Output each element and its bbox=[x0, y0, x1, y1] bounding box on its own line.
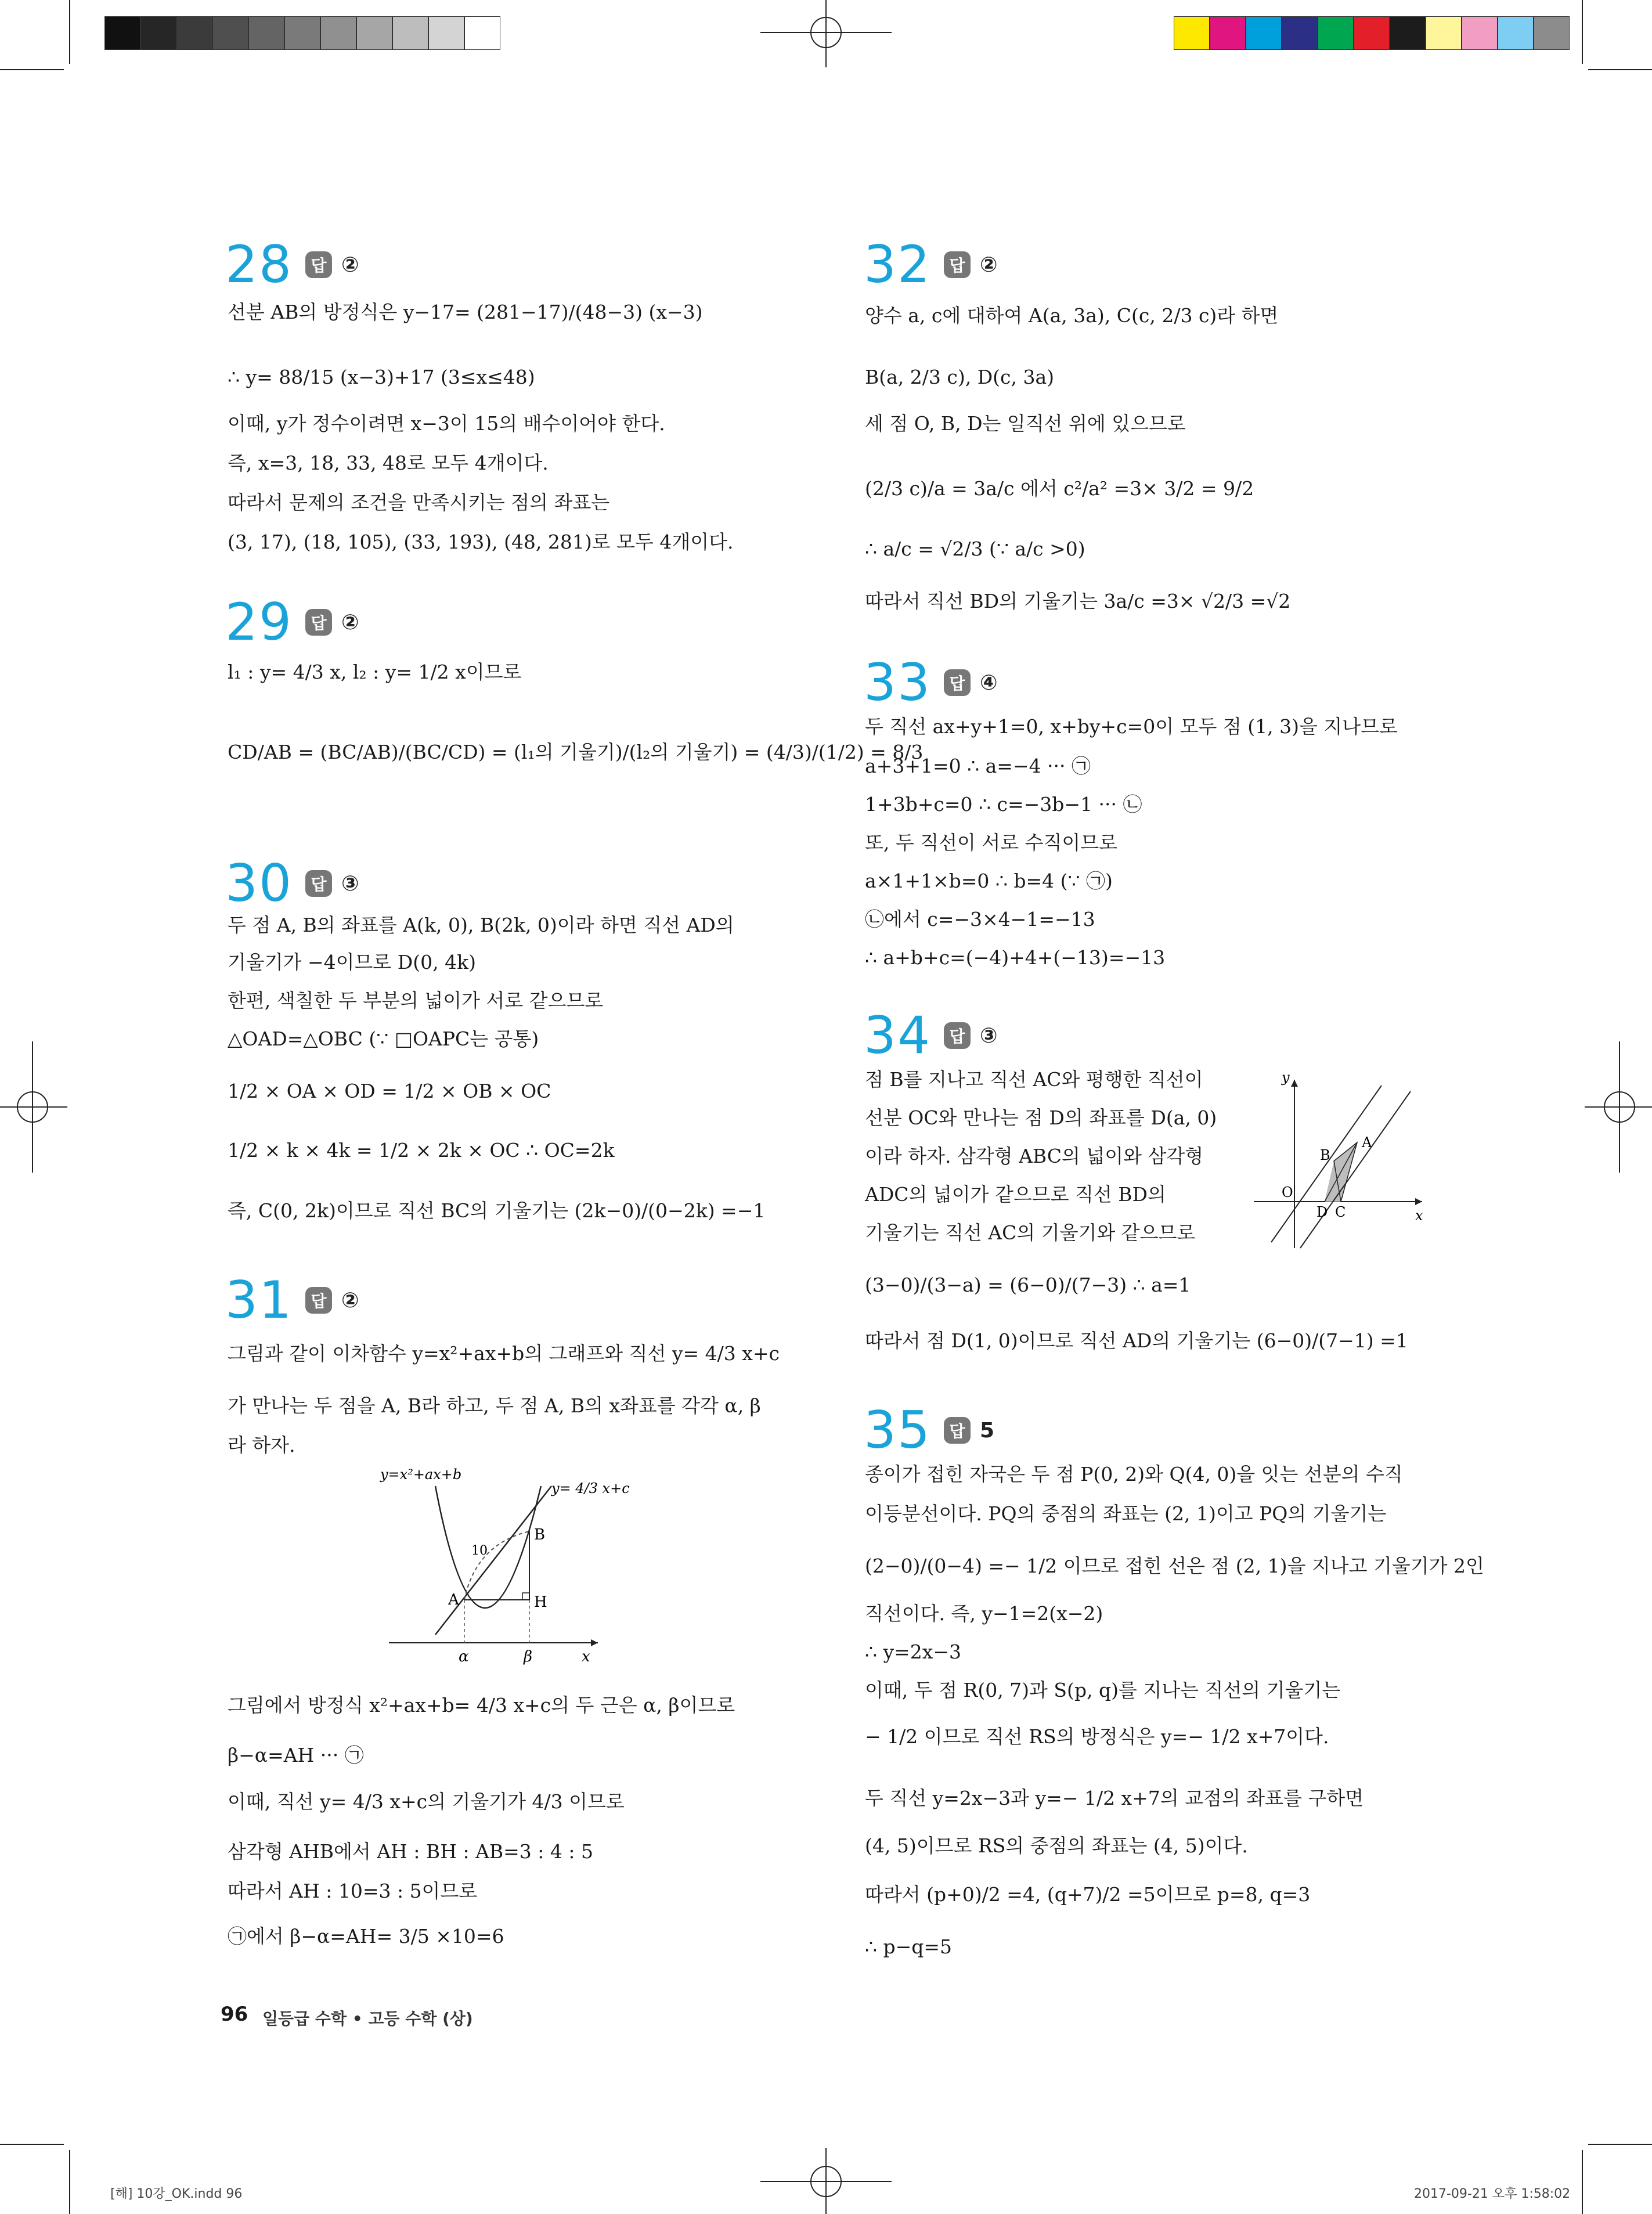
q33-line-2: a+3+1=0 ∴ a=−4 ··· ㉠ bbox=[865, 755, 1091, 777]
book-title: 일등급 수학 • 고등 수학 (상) bbox=[262, 2009, 473, 2028]
question-35-header bbox=[864, 1400, 995, 1460]
q35-line-10: 따라서 (p+0)/2 =4, (q+7)/2 =5이므로 p=8, q=3 bbox=[865, 1883, 1311, 1906]
question-29-header bbox=[225, 592, 359, 652]
q33-line-1: 두 직선 ax+y+1=0, x+by+c=0이 모두 점 (1, 3)을 지나므로 bbox=[865, 715, 1398, 738]
q31-line-8: 따라서 AH : 10=3 : 5이므로 bbox=[228, 1880, 478, 1902]
answer-badge: 답 bbox=[305, 251, 332, 278]
question-number: 30 bbox=[225, 853, 293, 913]
q31-line-2: 가 만나는 두 점을 A, B라 하고, 두 점 A, B의 x좌표를 각각 α, β bbox=[228, 1394, 761, 1417]
point-D-label: D bbox=[1316, 1204, 1328, 1220]
q35-line-11: ∴ p−q=5 bbox=[865, 1935, 953, 1958]
q32-line-2: B(a, 2/3 c), D(c, 3a) bbox=[865, 366, 1055, 388]
question-34-header bbox=[864, 1005, 998, 1065]
line-AC bbox=[1300, 1091, 1411, 1248]
q35-line-3: (2−0)/(0−4) =− 1/2 이므로 접힌 선은 점 (2, 1)을 지나고 기울기가 2인 bbox=[865, 1555, 1484, 1577]
q35-line-9: (4, 5)이므로 RS의 중점의 좌표는 (4, 5)이다. bbox=[865, 1834, 1248, 1857]
q35-line-2: 이등분선이다. PQ의 중점의 좌표는 (2, 1)이고 PQ의 기울기는 bbox=[865, 1502, 1387, 1525]
answer-badge: 답 bbox=[305, 609, 332, 636]
q35-line-4: 직선이다. 즉, y−1=2(x−2) bbox=[865, 1602, 1103, 1625]
answer-badge: 답 bbox=[944, 669, 971, 696]
registration-mark-top bbox=[760, 0, 892, 67]
q33-line-7: ∴ a+b+c=(−4)+4+(−13)=−13 bbox=[865, 946, 1166, 969]
point-C-label: C bbox=[1335, 1204, 1346, 1220]
question-number: 29 bbox=[225, 592, 293, 652]
parabola-curve bbox=[435, 1486, 541, 1608]
q34-line-3: 이라 하자. 삼각형 ABC의 넓이와 삼각형 bbox=[865, 1145, 1204, 1167]
answer-badge: 답 bbox=[305, 1287, 332, 1314]
question-number: 35 bbox=[864, 1400, 931, 1460]
answer-value: ② bbox=[979, 253, 998, 277]
question-30-header bbox=[225, 853, 359, 913]
q35-line-7: − 1/2 이므로 직선 RS의 방정식은 y=− 1/2 x+7이다. bbox=[865, 1725, 1329, 1748]
q30-line-2: 기울기가 −4이므로 D(0, 4k) bbox=[228, 951, 476, 973]
q30-line-3: 한편, 색칠한 두 부분의 넓이가 서로 같으므로 bbox=[228, 989, 604, 1012]
point-H-label: H bbox=[534, 1593, 547, 1611]
answer-value: ② bbox=[341, 1288, 359, 1312]
question-number: 34 bbox=[864, 1005, 931, 1065]
registration-mark-bottom bbox=[760, 2148, 892, 2214]
answer-value: 5 bbox=[979, 1418, 995, 1443]
q31-line-5: β−α=AH ··· ㉠ bbox=[228, 1744, 364, 1766]
q31-parabola-line-figure bbox=[377, 1463, 630, 1672]
question-31-header bbox=[225, 1270, 359, 1330]
alpha-label: α bbox=[459, 1648, 469, 1665]
question-32-header bbox=[864, 235, 998, 294]
question-number: 28 bbox=[225, 235, 293, 294]
q34-line-6: (3−0)/(3−a) = (6−0)/(7−3) ∴ a=1 bbox=[865, 1274, 1191, 1296]
registration-mark-right bbox=[1585, 1041, 1652, 1173]
q29-line-2: CD/AB = (BC/AB)/(BC/CD) = (l₁의 기울기)/(l₂의 기울기) = (4/3)/(1/2) = 8/3 bbox=[228, 741, 924, 763]
answer-value: ② bbox=[341, 610, 359, 634]
q31-line-9: ㉠에서 β−α=AH= 3/5 ×10=6 bbox=[228, 1925, 504, 1948]
q34-line-4: ADC의 넓이가 같으므로 직선 BD의 bbox=[865, 1183, 1166, 1206]
answer-value: ③ bbox=[979, 1023, 998, 1048]
q32-line-5: ∴ a/c = √2/3 (∵ a/c >0) bbox=[865, 538, 1085, 560]
q35-line-1: 종이가 접힌 자국은 두 점 P(0, 2)와 Q(4, 0)을 잇는 선분의 수직 bbox=[865, 1463, 1403, 1485]
q33-line-4: 또, 두 직선이 서로 수직이므로 bbox=[865, 831, 1117, 854]
q28-line-2: ∴ y= 88/15 (x−3)+17 (3≤x≤48) bbox=[228, 366, 535, 388]
q30-line-6: 1/2 × k × 4k = 1/2 × 2k × OC ∴ OC=2k bbox=[228, 1139, 615, 1162]
question-number: 31 bbox=[225, 1270, 293, 1330]
answer-badge: 답 bbox=[944, 251, 971, 278]
q34-line-7: 따라서 점 D(1, 0)이므로 직선 AD의 기울기는 (6−0)/(7−1) =1 bbox=[865, 1329, 1408, 1352]
x-axis-label: x bbox=[1415, 1207, 1423, 1224]
q29-line-1: l₁ : y= 4/3 x, l₂ : y= 1/2 x이므로 bbox=[228, 661, 522, 683]
y-axis-arrow bbox=[1291, 1080, 1298, 1087]
origin-label: O bbox=[1282, 1184, 1293, 1200]
q32-line-6: 따라서 직선 BD의 기울기는 3a/c =3× √2/3 =√2 bbox=[865, 590, 1291, 612]
q30-line-1: 두 점 A, B의 좌표를 A(k, 0), B(2k, 0)이라 하면 직선 AD의 bbox=[228, 914, 734, 936]
q33-line-3: 1+3b+c=0 ∴ c=−3b−1 ··· ㉡ bbox=[865, 793, 1142, 816]
q28-line-1: 선분 AB의 방정식은 y−17= (281−17)/(48−3) (x−3) bbox=[228, 301, 703, 323]
q31-line-6: 이때, 직선 y= 4/3 x+c의 기울기가 4/3 이므로 bbox=[228, 1790, 625, 1813]
point-A-label: A bbox=[1362, 1134, 1372, 1151]
question-number: 33 bbox=[864, 652, 931, 712]
file-label: [해] 10강_OK.indd 96 bbox=[110, 2187, 243, 2201]
q35-line-8: 두 직선 y=2x−3과 y=− 1/2 x+7의 교점의 좌표를 구하면 bbox=[865, 1787, 1364, 1809]
question-28-header bbox=[225, 235, 359, 294]
q32-line-3: 세 점 O, B, D는 일직선 위에 있으므로 bbox=[865, 412, 1186, 435]
q32-line-4: (2/3 c)/a = 3a/c 에서 c²/a² =3× 3/2 = 9/2 bbox=[865, 477, 1254, 500]
curve-label: y=x²+ax+b bbox=[380, 1466, 462, 1483]
answer-value: ③ bbox=[341, 871, 359, 896]
question-33-header bbox=[864, 652, 998, 712]
q30-line-4: △OAD=△OBC (∵ □OAPC는 공통) bbox=[228, 1027, 539, 1050]
x-axis-arrow bbox=[591, 1639, 598, 1646]
answer-value: ② bbox=[341, 253, 359, 277]
q28-line-3: 이때, y가 정수이려면 x−3이 15의 배수이어야 한다. bbox=[228, 412, 665, 435]
answer-badge: 답 bbox=[944, 1417, 971, 1444]
q34-line-1: 점 B를 지나고 직선 AC와 평행한 직선이 bbox=[865, 1068, 1203, 1091]
q34-line-5: 기울기는 직선 AC의 기울기와 같으므로 bbox=[865, 1221, 1196, 1244]
q34-line-2: 선분 OC와 만나는 점 D의 좌표를 D(a, 0) bbox=[865, 1106, 1217, 1129]
q30-line-5: 1/2 × OA × OD = 1/2 × OB × OC bbox=[228, 1080, 551, 1102]
q33-line-6: ㉡에서 c=−3×4−1=−13 bbox=[865, 908, 1095, 931]
q31-line-7: 삼각형 AHB에서 AH : BH : AB=3 : 4 : 5 bbox=[228, 1840, 593, 1863]
registration-mark-left bbox=[0, 1041, 67, 1173]
q31-line-4: 그림에서 방정식 x²+ax+b= 4/3 x+c의 두 근은 α, β이므로 bbox=[228, 1694, 735, 1717]
q28-line-5: 따라서 문제의 조건을 만족시키는 점의 좌표는 bbox=[228, 491, 610, 514]
x-axis-arrow bbox=[1415, 1198, 1422, 1205]
answer-badge: 답 bbox=[305, 870, 332, 897]
q34-triangle-figure bbox=[1248, 1068, 1434, 1254]
page-number: 96 bbox=[221, 2003, 248, 2026]
q31-line-3: 라 하자. bbox=[228, 1434, 295, 1456]
answer-value: ④ bbox=[979, 670, 998, 695]
q28-line-4: 즉, x=3, 18, 33, 48로 모두 4개이다. bbox=[228, 452, 549, 474]
length-10-label: 10 bbox=[471, 1544, 488, 1558]
question-number: 32 bbox=[864, 235, 931, 294]
x-axis-label: x bbox=[582, 1648, 590, 1665]
q35-line-5: ∴ y=2x−3 bbox=[865, 1640, 962, 1663]
right-angle-mark bbox=[522, 1593, 529, 1600]
q30-line-7: 즉, C(0, 2k)이므로 직선 BC의 기울기는 (2k−0)/(0−2k) =−1 bbox=[228, 1199, 766, 1222]
q31-line-1: 그림과 같이 이차함수 y=x²+ax+b의 그래프와 직선 y= 4/3 x+c bbox=[228, 1342, 780, 1365]
timestamp: 2017-09-21 오후 1:58:02 bbox=[1414, 2187, 1571, 2201]
point-A-label: A bbox=[448, 1591, 459, 1609]
beta-label: β bbox=[524, 1648, 533, 1665]
y-axis-label: y bbox=[1282, 1069, 1290, 1086]
line-label: y= 4/3 x+c bbox=[551, 1480, 630, 1497]
q28-line-6: (3, 17), (18, 105), (33, 193), (48, 281)로 모두 4개이다. bbox=[228, 531, 734, 553]
q32-line-1: 양수 a, c에 대하여 A(a, 3a), C(c, 2/3 c)라 하면 bbox=[865, 304, 1279, 327]
point-B-label: B bbox=[534, 1526, 546, 1544]
q35-line-6: 이때, 두 점 R(0, 7)과 S(p, q)를 지나는 직선의 기울기는 bbox=[865, 1679, 1341, 1701]
answer-badge: 답 bbox=[944, 1022, 971, 1049]
point-B-label: B bbox=[1320, 1147, 1330, 1163]
length-10-arc bbox=[464, 1531, 529, 1600]
q33-line-5: a×1+1×b=0 ∴ b=4 (∵ ㉠) bbox=[865, 870, 1113, 892]
